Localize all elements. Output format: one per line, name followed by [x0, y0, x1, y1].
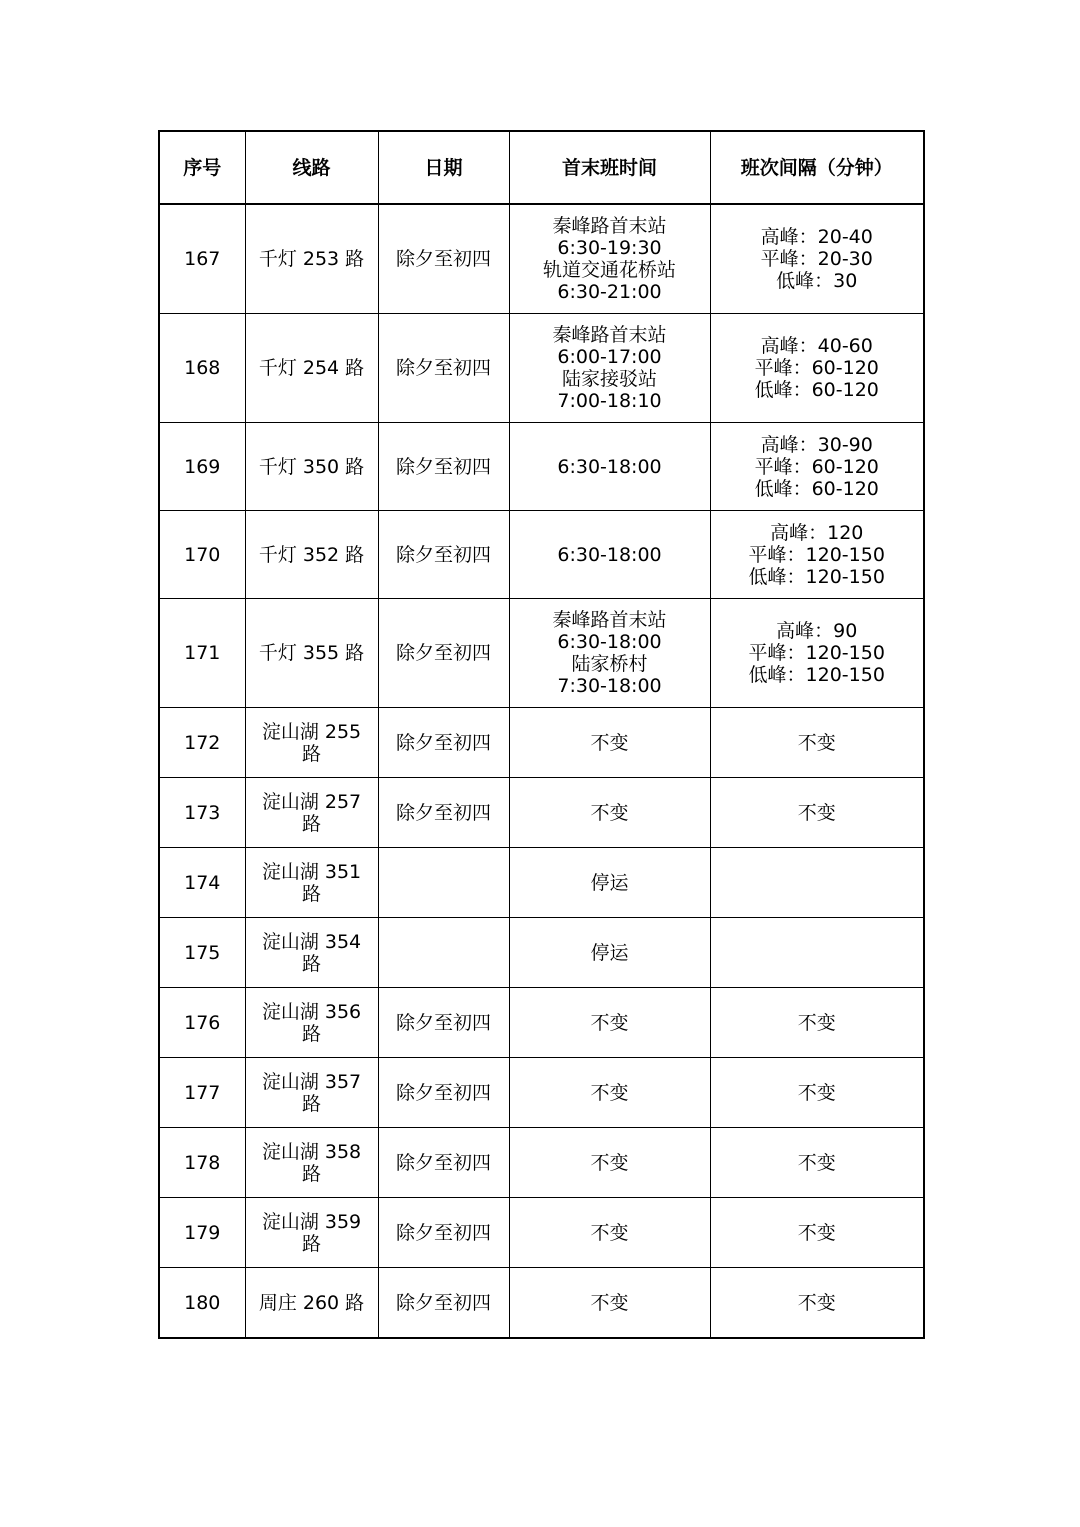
cell-time-line: 陆家桥村 [571, 653, 648, 675]
cell-no: 167 [159, 204, 245, 314]
cell-route: 淀山湖 356 路 [245, 988, 378, 1058]
cell-interval [710, 511, 924, 599]
table-row [159, 204, 924, 314]
cell-time [509, 778, 710, 848]
table-row [159, 988, 924, 1058]
cell-interval-line: 低峰：60-120 [754, 379, 879, 401]
cell-interval [710, 314, 924, 423]
cell-no: 177 [159, 1058, 245, 1128]
cell-interval [710, 988, 924, 1058]
cell-interval-line: 高峰：90 [776, 620, 858, 642]
cell-no: 179 [159, 1198, 245, 1268]
cell-interval [710, 423, 924, 511]
cell-date: 除夕至初四 [378, 423, 509, 511]
cell-time [509, 988, 710, 1058]
cell-route: 淀山湖 257 路 [245, 778, 378, 848]
cell-no: 168 [159, 314, 245, 423]
cell-interval-line: 低峰：120-150 [748, 565, 885, 588]
cell-time [509, 511, 710, 599]
cell-time-line: 不变 [590, 1221, 629, 1244]
cell-time-line: 秦峰路首末站 [552, 215, 667, 237]
cell-interval [710, 204, 924, 314]
cell-interval-line: 低峰：120-150 [748, 664, 885, 686]
cell-interval [710, 1268, 924, 1339]
cell-interval-line: 不变 [797, 1151, 836, 1174]
cell-interval [710, 599, 924, 708]
cell-route: 千灯 352 路 [245, 511, 378, 599]
cell-time [509, 599, 710, 708]
cell-interval-line: 低峰：30 [776, 270, 858, 292]
cell-date: 除夕至初四 [378, 778, 509, 848]
header-no: 序号 [159, 131, 245, 204]
cell-no: 172 [159, 708, 245, 778]
cell-date: 除夕至初四 [378, 314, 509, 423]
header-interval: 班次间隔（分钟） [710, 131, 924, 204]
cell-interval-line: 平峰：120-150 [748, 642, 885, 664]
cell-route: 千灯 355 路 [245, 599, 378, 708]
table-row [159, 599, 924, 708]
cell-route: 淀山湖 255 路 [245, 708, 378, 778]
cell-time-line: 7:30-18:00 [557, 675, 662, 697]
cell-interval [710, 848, 924, 918]
cell-interval-line: 不变 [797, 1221, 836, 1244]
table-row [159, 918, 924, 988]
cell-time-line: 不变 [590, 1011, 629, 1034]
cell-route: 千灯 253 路 [245, 204, 378, 314]
cell-time-line: 6:30-18:00 [557, 543, 662, 566]
cell-date: 除夕至初四 [378, 708, 509, 778]
cell-time [509, 848, 710, 918]
cell-time-line: 6:30-21:00 [557, 281, 662, 303]
cell-time-line: 6:30-18:00 [557, 455, 662, 478]
cell-time-line: 6:30-19:30 [557, 237, 662, 259]
cell-time [509, 314, 710, 423]
cell-no: 170 [159, 511, 245, 599]
cell-interval [710, 778, 924, 848]
cell-interval-line: 高峰：40-60 [760, 335, 873, 357]
cell-route: 周庄 260 路 [245, 1268, 378, 1339]
cell-route: 淀山湖 357 路 [245, 1058, 378, 1128]
cell-interval-line: 平峰：120-150 [748, 543, 885, 566]
cell-time-line: 不变 [590, 801, 629, 824]
cell-interval [710, 708, 924, 778]
cell-no: 171 [159, 599, 245, 708]
cell-date: 除夕至初四 [378, 1268, 509, 1339]
cell-time-line: 6:30-18:00 [557, 631, 662, 653]
cell-time-line: 不变 [590, 1081, 629, 1104]
bus-schedule-table [158, 130, 925, 1339]
table-row [159, 848, 924, 918]
cell-time-line: 陆家接驳站 [561, 368, 657, 390]
cell-date: 除夕至初四 [378, 1128, 509, 1198]
cell-no: 180 [159, 1268, 245, 1339]
cell-interval-line: 高峰：120 [770, 521, 864, 544]
header-date: 日期 [378, 131, 509, 204]
cell-route: 千灯 350 路 [245, 423, 378, 511]
cell-date: 除夕至初四 [378, 204, 509, 314]
table-row [159, 511, 924, 599]
cell-time [509, 1198, 710, 1268]
table-header-row [159, 131, 924, 204]
table-row [159, 1058, 924, 1128]
cell-time-line: 停运 [590, 871, 629, 894]
cell-time [509, 708, 710, 778]
cell-date: 除夕至初四 [378, 1058, 509, 1128]
cell-time [509, 423, 710, 511]
cell-date: 除夕至初四 [378, 988, 509, 1058]
cell-date: 除夕至初四 [378, 511, 509, 599]
cell-interval-line: 不变 [797, 731, 836, 754]
cell-route: 千灯 254 路 [245, 314, 378, 423]
cell-time-line: 停运 [590, 941, 629, 964]
table-row [159, 1128, 924, 1198]
table-body [159, 204, 924, 1338]
cell-interval-line: 平峰：20-30 [760, 248, 873, 270]
cell-interval-line: 不变 [797, 1291, 836, 1314]
header-route: 线路 [245, 131, 378, 204]
table-row [159, 1198, 924, 1268]
cell-date: 除夕至初四 [378, 1198, 509, 1268]
cell-interval-line: 高峰：30-90 [760, 433, 873, 456]
cell-interval [710, 1058, 924, 1128]
cell-time [509, 1268, 710, 1339]
cell-route: 淀山湖 359 路 [245, 1198, 378, 1268]
cell-interval-line: 不变 [797, 1011, 836, 1034]
table-row [159, 423, 924, 511]
table-row [159, 1268, 924, 1339]
cell-time-line: 不变 [590, 731, 629, 754]
cell-interval [710, 1128, 924, 1198]
table-row [159, 708, 924, 778]
table-row [159, 314, 924, 423]
cell-interval-line: 低峰：60-120 [754, 477, 879, 500]
table-row [159, 778, 924, 848]
cell-date [378, 918, 509, 988]
cell-route: 淀山湖 351 路 [245, 848, 378, 918]
cell-interval-line: 平峰：60-120 [754, 455, 879, 478]
cell-time-line: 秦峰路首末站 [552, 609, 667, 631]
cell-time [509, 918, 710, 988]
cell-time-line: 秦峰路首末站 [552, 324, 667, 346]
cell-no: 173 [159, 778, 245, 848]
cell-time-line: 6:00-17:00 [557, 346, 662, 368]
cell-no: 174 [159, 848, 245, 918]
cell-route: 淀山湖 354 路 [245, 918, 378, 988]
cell-no: 175 [159, 918, 245, 988]
cell-no: 169 [159, 423, 245, 511]
cell-interval [710, 1198, 924, 1268]
cell-route: 淀山湖 358 路 [245, 1128, 378, 1198]
cell-date: 除夕至初四 [378, 599, 509, 708]
cell-no: 178 [159, 1128, 245, 1198]
cell-time [509, 1058, 710, 1128]
cell-time-line: 不变 [590, 1291, 629, 1314]
cell-interval [710, 918, 924, 988]
cell-interval-line: 不变 [797, 801, 836, 824]
cell-time-line: 不变 [590, 1151, 629, 1174]
cell-date [378, 848, 509, 918]
cell-time-line: 轨道交通花桥站 [542, 259, 676, 281]
cell-time [509, 204, 710, 314]
cell-interval-line: 不变 [797, 1081, 836, 1104]
cell-interval-line: 高峰：20-40 [760, 226, 873, 248]
cell-interval-line: 平峰：60-120 [754, 357, 879, 379]
cell-time [509, 1128, 710, 1198]
cell-time-line: 7:00-18:10 [557, 390, 662, 412]
header-time: 首末班时间 [509, 131, 710, 204]
cell-no: 176 [159, 988, 245, 1058]
